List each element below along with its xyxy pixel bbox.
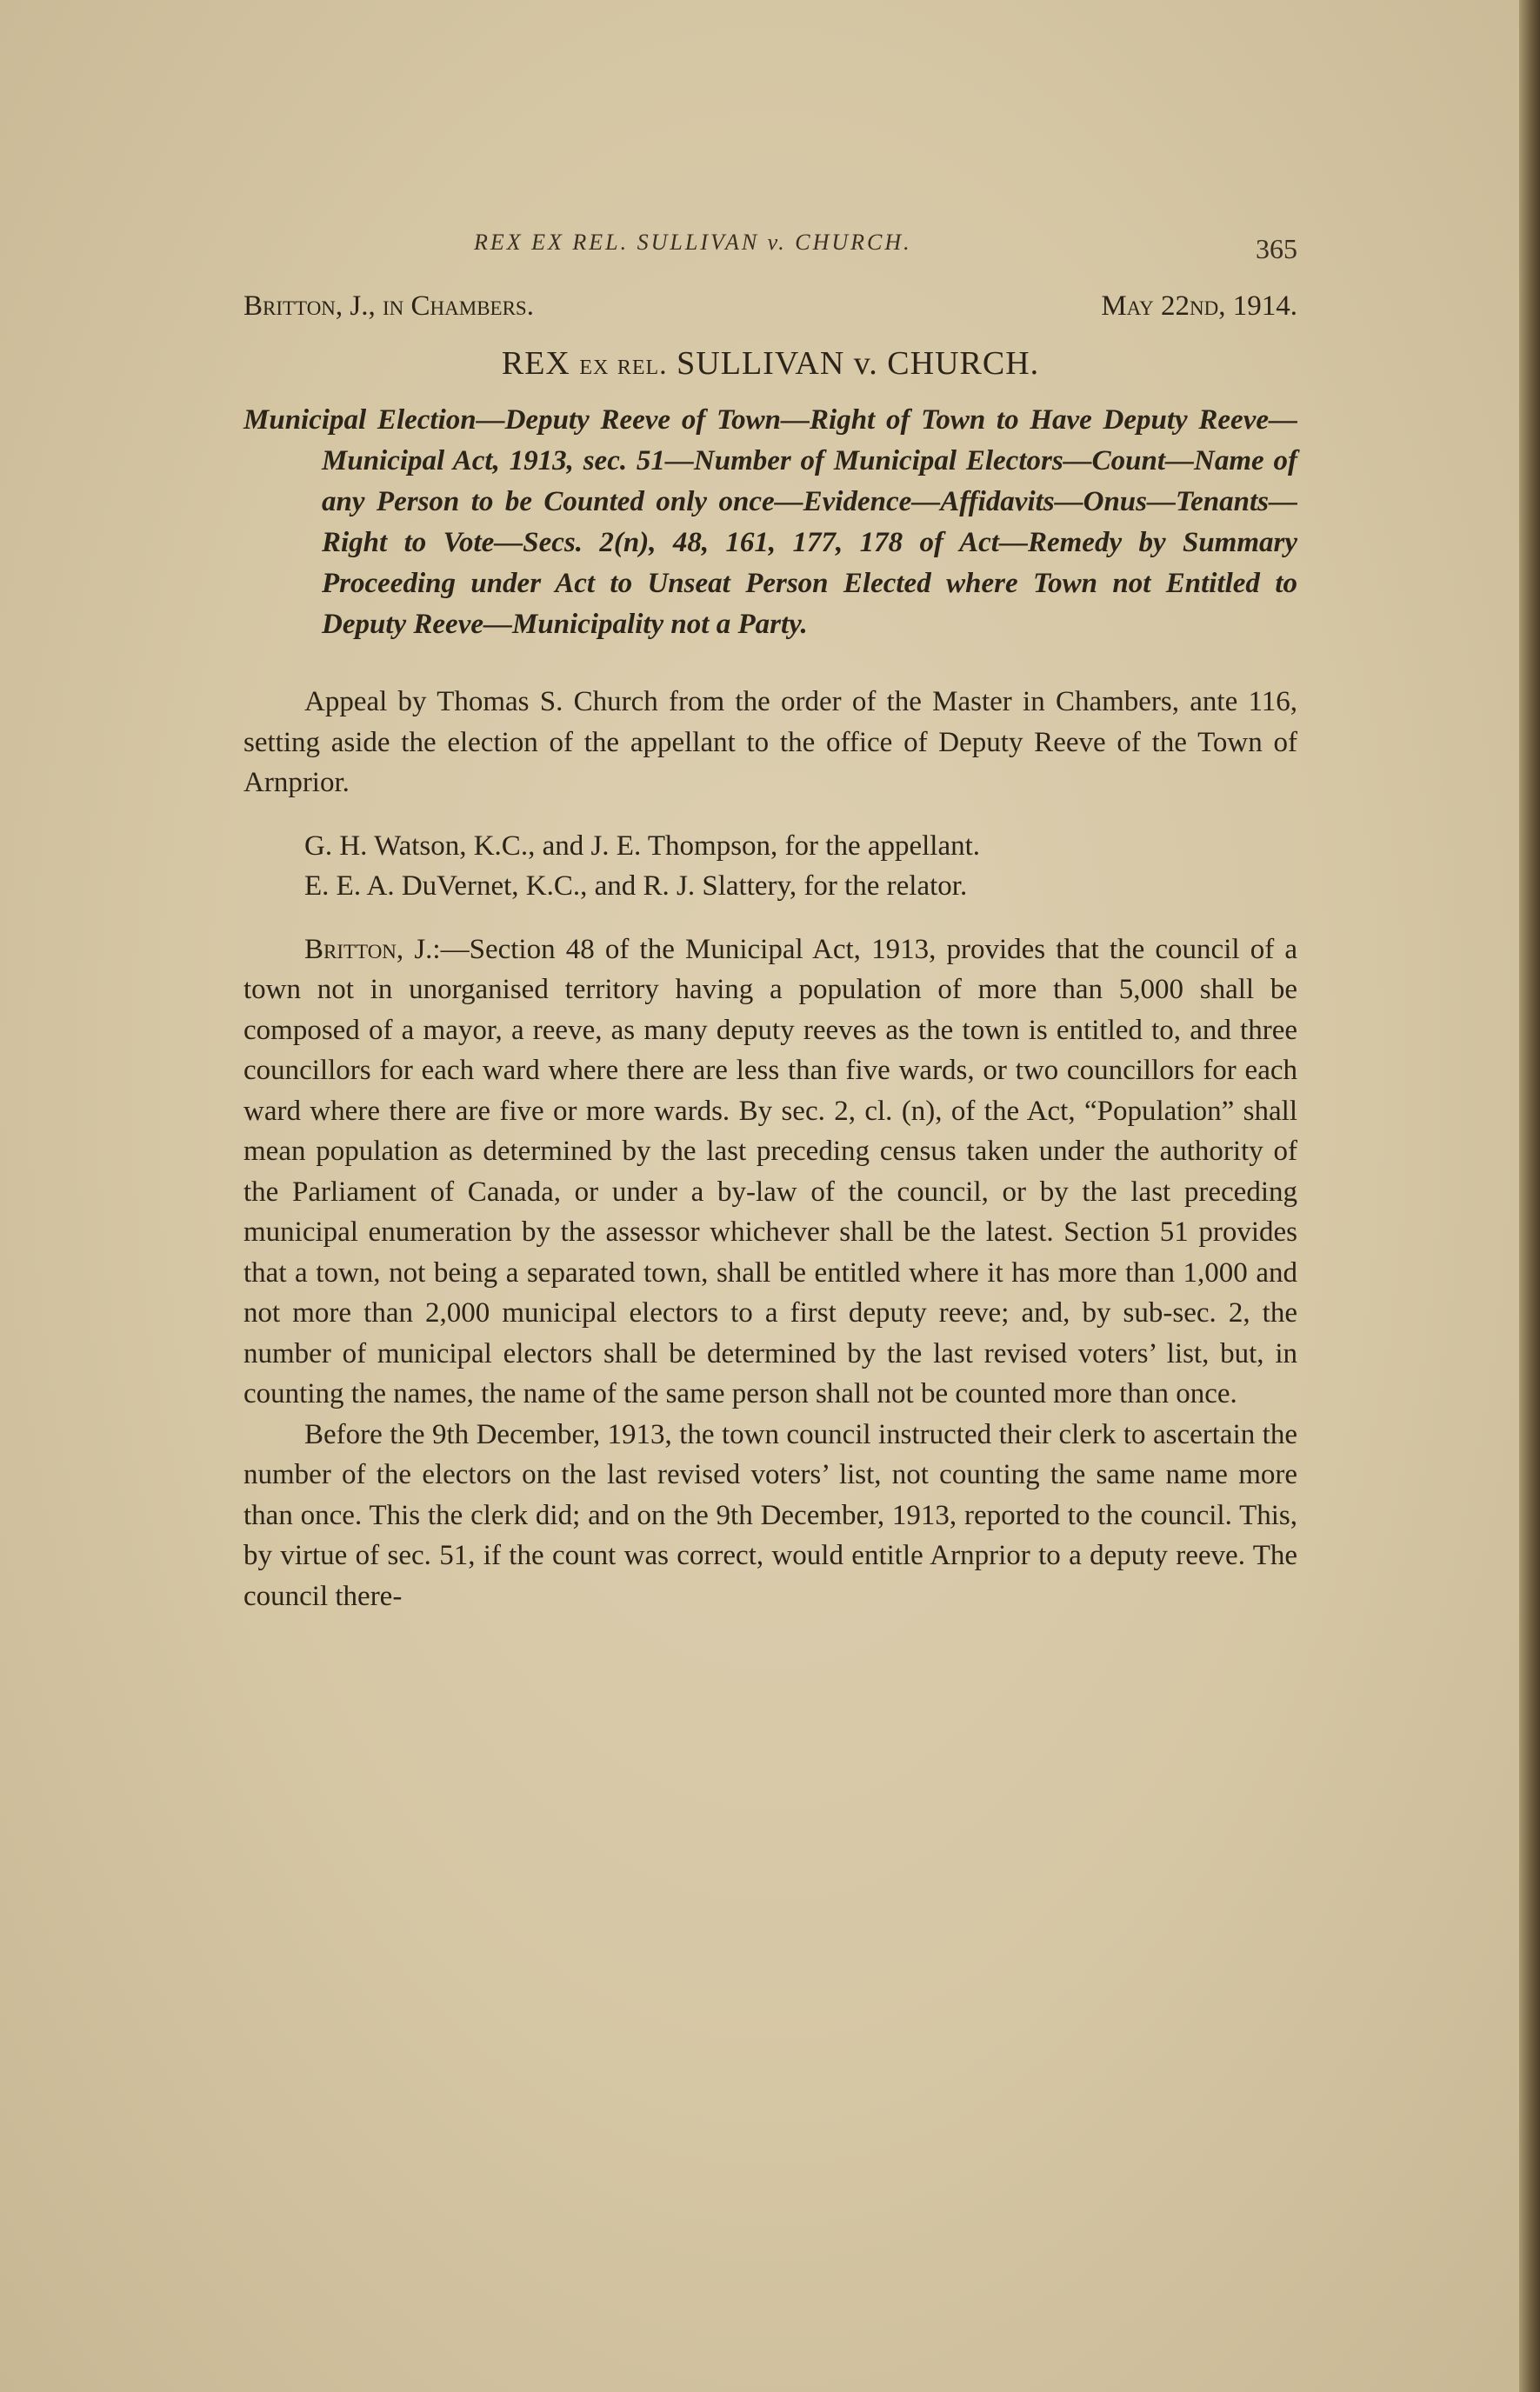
opinion-paragraph-2: Before the 9th December, 1913, the town council instructed their clerk to ascertain the number of the electors on the last revised voters’ list, not counting the same name more than once. This the clerk did; and on the 9th December, 1913, reported to the council. This, by virtue of sec. 51, if the count was correct, would entitle Arnprior to a deputy reeve. The council there- xyxy=(243,1418,1297,1612)
case-title-part3: SULLIVAN v. CHURCH. xyxy=(667,345,1040,382)
opinion-paragraph-1 xyxy=(243,929,1297,1415)
headnote: Municipal Election—Deputy Reeve of Town—Right of Town to Have Deputy Reeve—Municipal Act, 1913, sec. 51—Number of Municipal Electors—Count—Name of any Person to be Counted only once—Evidence—Affidavits—Onus—Tenants—Right to Vote—Secs. 2(n), 48, 161, 177, 178 of Act—Remedy by Summary Proceeding under Act to Unseat Person Elected where Town not Entitled to Deputy Reeve—Municipality not a Party. xyxy=(243,404,1297,640)
case-title-part1: REX xyxy=(501,345,580,382)
counsel-relator: E. E. A. DuVernet, K.C., and R. J. Slattery, for the relator. xyxy=(304,870,968,902)
case-title xyxy=(243,344,1297,383)
case-title-part2: ex rel. xyxy=(579,349,668,381)
running-head xyxy=(243,224,1297,277)
dateline xyxy=(243,290,1297,339)
appeal-paragraph: Appeal by Thomas S. Church from the order of the Master in Chambers, ante 116, setting aside the election of the appellant to the office of Deputy Reeve of the Town of Arnprior. xyxy=(243,686,1297,798)
judge-chambers: Britton, J., in Chambers. xyxy=(243,290,534,322)
opinion-speaker: Britton, J. xyxy=(304,933,433,965)
counsel-appellant: G. H. Watson, K.C., and J. E. Thompson, for the appellant. xyxy=(304,830,981,862)
page-content xyxy=(243,224,1297,1616)
decision-date: May 22nd, 1914. xyxy=(1101,290,1297,322)
counsel-list xyxy=(243,826,1297,907)
running-title: REX EX REL. SULLIVAN v. CHURCH. xyxy=(474,230,912,255)
opinion-para1-text: :—Section 48 of the Municipal Act, 1913, provides that the council of a town not in unorganised territory having a population of more than 5,000 shall be composed of a mayor, a reeve, as many deputy reeves as the town is entitled to, and three councillors for each ward where there are less than five wards, or two councillors for each ward where there are five or more wards. By sec. 2, cl. (n), of the Act, “Population” shall mean population as determined by the last preceding census taken under the authority of the Parliament of Canada, or under a by-law of the council, or by the last preceding municipal enumeration by the assessor whichever shall be the latest. Section 51 provides that a town, not being a separated town, shall be entitled where it has more than 1,000 and not more than 2,000 municipal electors to a first deputy reeve; and, by sub-sec. 2, the number of municipal electors shall be determined by the last revised voters’ list, but, in counting the names, the name of the same person shall not be counted more than once. xyxy=(243,933,1297,1409)
page-number: 365 xyxy=(1256,233,1297,264)
book-spine-edge xyxy=(1519,0,1540,2392)
